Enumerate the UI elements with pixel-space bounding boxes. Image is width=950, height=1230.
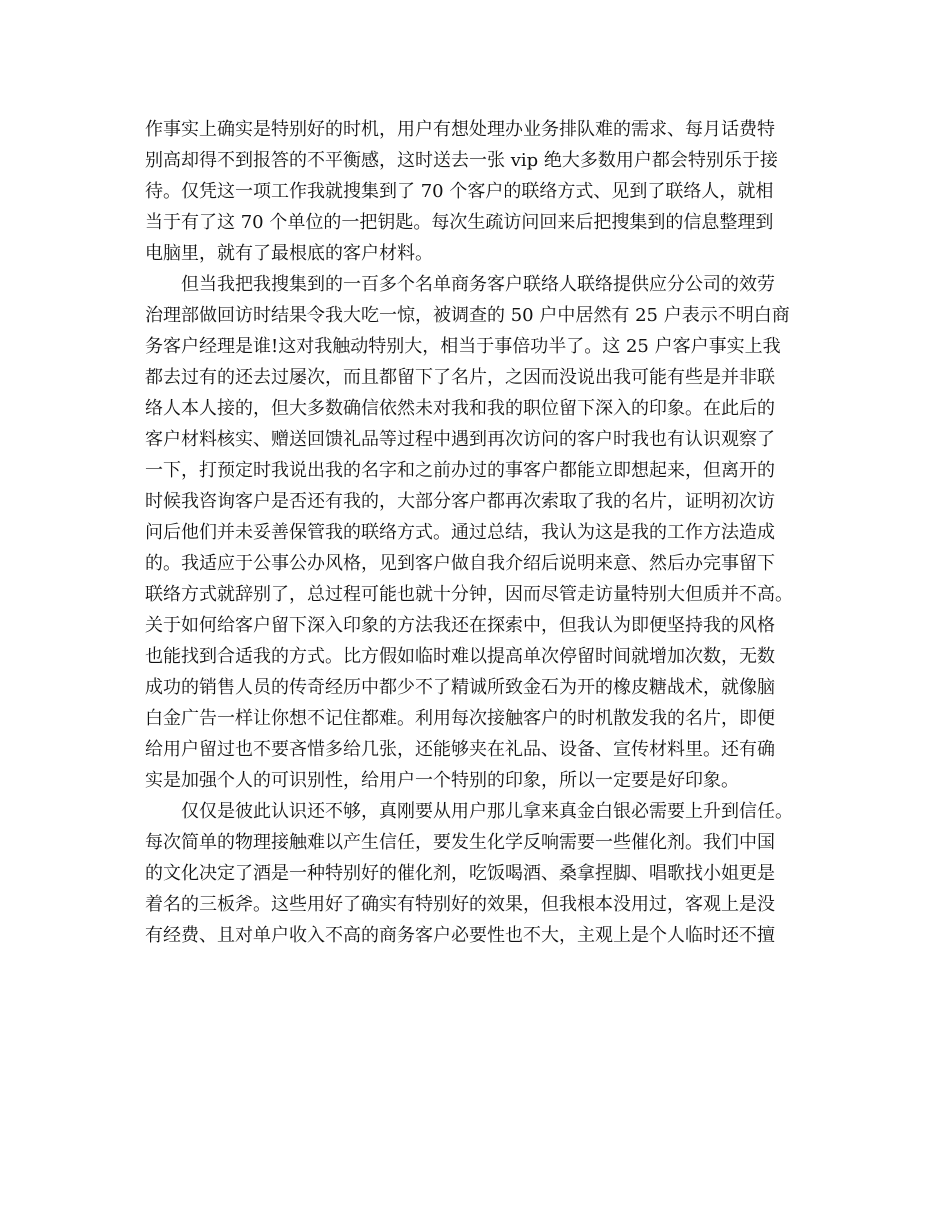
text-line: 待。仅凭这一项工作我就搜集到了 70 个客户的联络方式、见到了联络人，就相 [145, 181, 774, 202]
text-line: 也能找到合适我的方式。比方假如临时难以提高单次停留时间就增加次数，无数 [145, 646, 775, 667]
text-line: 有经费、且对单户收入不高的商务客户必要性也不大，主观上是个人临时还不擅 [145, 925, 775, 946]
text-line: 着名的三板斧。这些用好了确实有特别好的效果，但我根本没用过，客观上是没 [145, 894, 775, 915]
text-line: 的。我适应于公事公办风格，见到客户做自我介绍后说明来意、然后办完事留下 [145, 553, 775, 574]
text-line: 时候我咨询客户是否还有我的，大部分客户都再次索取了我的名片，证明初次访 [145, 491, 775, 512]
text-line: 问后他们并未妥善保管我的联络方式。通过总结，我认为这是我的工作方法造成 [145, 522, 775, 543]
text-line: 但当我把我搜集到的一百多个名单商务客户联络人联络提供应分公司的效劳 [145, 274, 775, 295]
text-line: 当于有了这 70 个单位的一把钥匙。每次生疏访问回来后把搜集到的信息整理到 [145, 212, 774, 233]
text-line: 成功的销售人员的传奇经历中都少不了精诚所致金石为开的橡皮糖战术，就像脑 [145, 677, 775, 698]
text-line: 关于如何给客户留下深入印象的方法我还在探索中，但我认为即便坚持我的风格 [145, 615, 775, 636]
text-line: 客户材料核实、赠送回馈礼品等过程中遇到再次访问的客户时我也有认识观察了 [145, 429, 775, 450]
text-line: 治理部做回访时结果令我大吃一惊，被调查的 50 户中居然有 25 户表示不明白商 [145, 305, 790, 326]
text-line: 仅仅是彼此认识还不够，真刚要从用户那儿拿来真金白银必需要上升到信任。 [145, 801, 793, 822]
text-line: 白金广告一样让你想不记住都难。利用每次接触客户的时机散发我的名片，即便 [145, 708, 775, 729]
text-line: 实是加强个人的可识别性，给用户一个特别的印象，所以一定要是好印象。 [145, 770, 739, 791]
text-line: 作事实上确实是特别好的时机，用户有想处理办业务排队难的需求、每月话费特 [145, 119, 775, 140]
text-line: 别高却得不到报答的不平衡感，这时送去一张 vip 绝大多数用户都会特别乐于接 [145, 150, 778, 171]
document-body [145, 114, 825, 951]
text-line: 络人本人接的，但大多数确信依然未对我和我的职位留下深入的印象。在此后的 [145, 398, 775, 419]
text-line: 务客户经理是谁!这对我触动特别大，相当于事倍功半了。这 25 户客户事实上我 [145, 336, 781, 357]
text-line: 给用户留过也不要吝惜多给几张，还能够夹在礼品、设备、宣传材料里。还有确 [145, 739, 775, 760]
text-line: 每次简单的物理接触难以产生信任，要发生化学反响需要一些催化剂。我们中国 [145, 832, 775, 853]
text-line: 的文化决定了酒是一种特别好的催化剂，吃饭喝酒、桑拿捏脚、唱歌找小姐更是 [145, 863, 775, 884]
text-line: 都去过有的还去过屡次，而且都留下了名片，之因而没说出我可能有些是并非联 [145, 367, 775, 388]
text-line: 联络方式就辞别了，总过程可能也就十分钟，因而尽管走访量特别大但质并不高。 [145, 584, 793, 605]
text-line: 电脑里，就有了最根底的客户材料。 [145, 243, 433, 264]
text-line: 一下，打预定时我说出我的名字和之前办过的事客户都能立即想起来，但离开的 [145, 460, 775, 481]
